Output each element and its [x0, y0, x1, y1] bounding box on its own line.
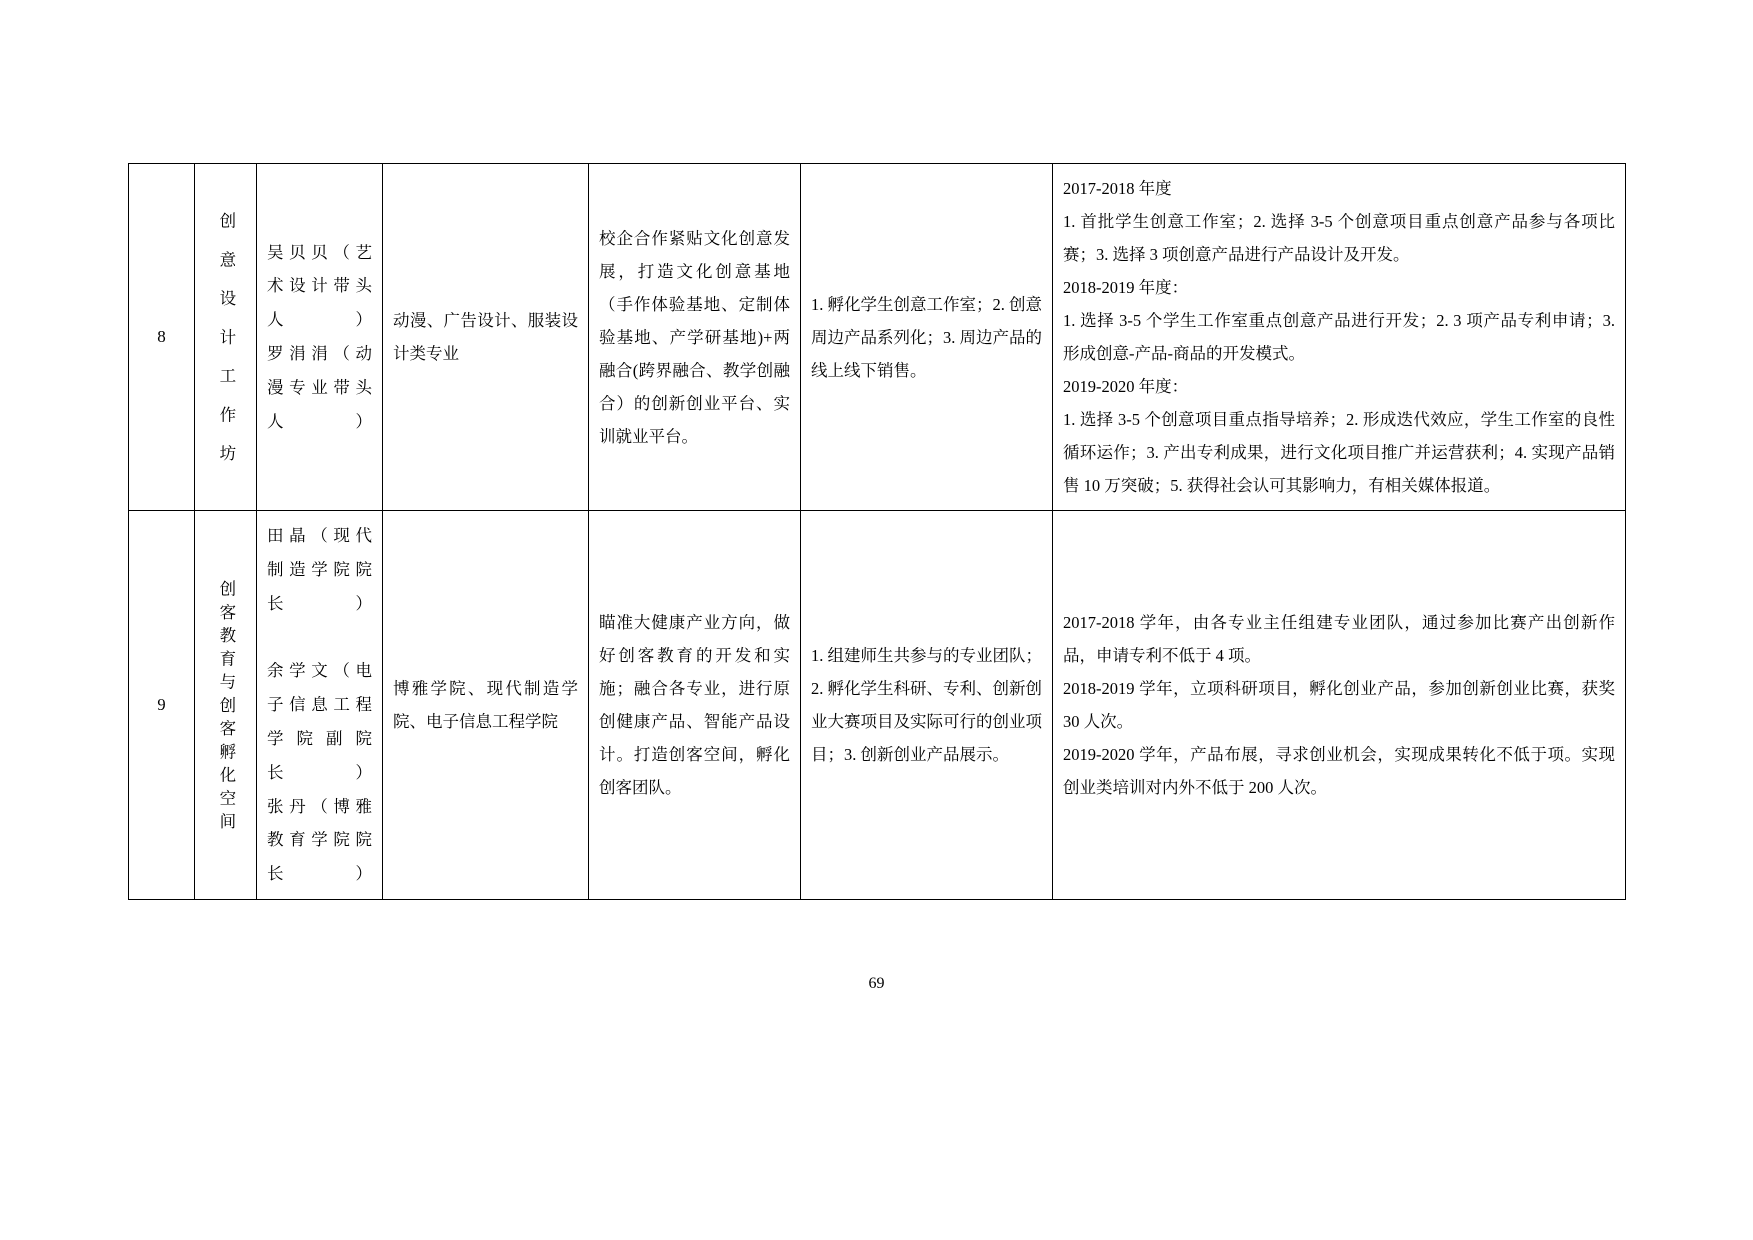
plan-line: 1. 选择 3-5 个创意项目重点指导培养；2. 形成迭代效应，学生工作室的良性循环运作；3. 产出专利成果，进行文化项目推广并运营获利；4. 实现产品销售 10 万突破；5. 获得社会认可其影响力，有相关媒体报道。 [1063, 410, 1615, 495]
leader-line: 术设计带头 [267, 276, 372, 296]
leader-line: 张丹（博雅 [267, 796, 372, 816]
plan-line: 2018-2019 学年，立项科研项目，孵化创业产品，参加创新创业比赛，获奖 30 人次。 [1063, 678, 1615, 731]
plan-line: 2017-2018 学年，由各专业主任组建专业团队，通过参加比赛产出创新作品，申请专利不低于 4 项。 [1063, 612, 1615, 665]
row-goals [801, 164, 1053, 511]
plan-line: 2019-2020 年度： [1063, 377, 1189, 396]
leader-line: 田晶（现代 [267, 526, 372, 545]
leader-line: 子信息工程 [267, 695, 372, 715]
leader-line: 教育学院院 [267, 830, 372, 850]
row-leaders [257, 164, 383, 511]
row-name-text: 创意设计工作坊 [216, 212, 236, 462]
leader-line: 长） [267, 864, 372, 884]
page-number: 69 [868, 975, 885, 992]
row-leaders [257, 511, 383, 900]
majors-text: 动漫、广告设计、服装设计类专业 [393, 311, 578, 363]
leader-line: 罗涓涓（动 [267, 344, 372, 363]
table-row [129, 164, 1626, 511]
row-index: 9 [129, 511, 195, 900]
plan-line: 2018-2019 年度： [1063, 278, 1189, 297]
leader-line [267, 620, 372, 654]
plan-line: 2017-2018 年度 [1063, 179, 1172, 198]
plan-line: 2019-2020 学年，产品布展，寻求创业机会，实现成果转化不低于项。实现创业类培训对内外不低于 200 人次。 [1063, 744, 1615, 797]
leader-line: 人） [267, 310, 372, 330]
description-text: 瞄准大健康产业方向，做好创客教育的开发和实施；融合各专业，进行原创健康产品、智能产品设计。打造创客空间，孵化创客团队。 [599, 612, 790, 797]
leader-line: 人） [267, 411, 372, 431]
majors-text: 博雅学院、现代制造学院、电子信息工程学院 [393, 678, 578, 731]
row-plan [1053, 164, 1626, 511]
leader-line: 余学文（电 [267, 661, 372, 681]
leader-line: 长） [267, 593, 372, 613]
plan-line: 1. 首批学生创意工作室；2. 选择 3-5 个创意项目重点创意产品参与各项比赛；3. 选择 3 项创意产品进行产品设计及开发。 [1063, 212, 1615, 264]
row-name [195, 511, 257, 900]
leader-line: 吴贝贝（艺 [267, 242, 372, 262]
initiative-table [128, 163, 1626, 900]
leader-line: 长） [267, 762, 372, 782]
leader-line: 制造学院院 [267, 559, 372, 579]
row-majors [383, 511, 589, 900]
table-row [129, 511, 1626, 900]
leader-line: 学院副院 [267, 728, 372, 748]
row-plan [1053, 511, 1626, 900]
plan-line: 1. 选择 3-5 个学生工作室重点创意产品进行开发；2. 3 项产品专利申请；3. 形成创意-产品-商品的开发模式。 [1063, 311, 1615, 363]
row-description [589, 164, 801, 511]
goals-text: 1. 孵化学生创意工作室；2. 创意周边产品系列化；3. 周边产品的线上线下销售。 [811, 294, 1042, 380]
leader-line: 漫专业带头 [267, 377, 372, 397]
row-description [589, 511, 801, 900]
row-goals [801, 511, 1053, 900]
row-index: 8 [129, 164, 195, 511]
description-text: 校企合作紧贴文化创意发展，打造文化创意基地（手作体验基地、定制体验基地、产学研基地)+两融合(跨界融合、教学创融合）的创新创业平台、实训就业平台。 [599, 228, 790, 446]
goals-text: 1. 组建师生共参与的专业团队；2. 孵化学生科研、专利、创新创业大赛项目及实际可行的创业项目；3. 创新创业产品展示。 [811, 645, 1042, 764]
row-name [195, 164, 257, 511]
row-name-text: 创客教育与创客孵化空间 [216, 579, 236, 830]
row-majors [383, 164, 589, 511]
